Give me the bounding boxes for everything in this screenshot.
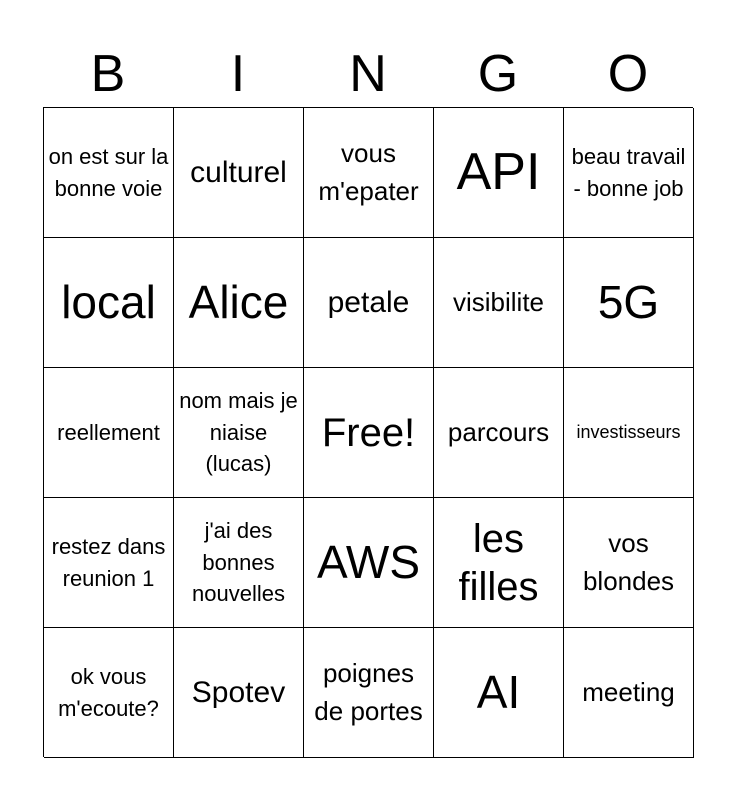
header-letter-n: N <box>349 45 387 103</box>
cell-text: API <box>456 143 541 202</box>
bingo-cell-r1c3[interactable] <box>304 108 434 238</box>
cell-text: culturel <box>190 155 287 189</box>
bingo-header <box>43 40 693 108</box>
cell-text: 5G <box>597 275 660 328</box>
cell-text: Spotev <box>191 675 286 709</box>
bingo-cell-r3c5[interactable] <box>564 368 694 498</box>
bingo-cell-r1c1[interactable] <box>44 108 174 238</box>
bingo-cell-r2c4[interactable] <box>434 238 564 368</box>
cell-text: parcours <box>447 416 550 447</box>
bingo-cell-r5c4[interactable] <box>434 628 564 758</box>
header-letter-i: I <box>230 45 246 103</box>
cell-text: petale <box>327 285 410 319</box>
header-letter-o: O <box>607 45 649 103</box>
bingo-cell-r5c5[interactable] <box>564 628 694 758</box>
cell-text: reellement <box>57 419 160 445</box>
bingo-cell-r5c2[interactable] <box>174 628 304 758</box>
cell-text: on est sur la bonne voie <box>48 143 169 201</box>
bingo-cell-r5c3[interactable] <box>304 628 434 758</box>
bingo-cell-r3c4[interactable] <box>434 368 564 498</box>
cell-text: beau travail - bonne job <box>571 143 686 201</box>
bingo-cell-r2c1[interactable] <box>44 238 174 368</box>
cell-text: restez dans reunion 1 <box>51 533 166 591</box>
cell-text: Free! <box>321 410 416 455</box>
cell-text: AWS <box>316 535 421 588</box>
bingo-cell-r4c2[interactable] <box>174 498 304 628</box>
cell-text: AI <box>476 665 521 718</box>
cell-text: les filles <box>458 516 539 609</box>
bingo-cell-r1c5[interactable] <box>564 108 694 238</box>
header-letter-b: B <box>90 45 126 103</box>
bingo-board <box>43 107 693 757</box>
bingo-cell-r3c3-free-space[interactable] <box>304 368 434 498</box>
cell-text: investisseurs <box>576 421 681 442</box>
cell-text: nom mais je niaise (lucas) <box>179 387 298 477</box>
bingo-cell-r4c4[interactable] <box>434 498 564 628</box>
cell-text: poignes de portes <box>314 657 423 726</box>
cell-text: j'ai des bonnes nouvelles <box>192 517 285 607</box>
header-letter-g: G <box>477 45 519 103</box>
bingo-cell-r5c1[interactable] <box>44 628 174 758</box>
bingo-cell-r3c1[interactable] <box>44 368 174 498</box>
bingo-cell-r2c2[interactable] <box>174 238 304 368</box>
bingo-cell-r1c2[interactable] <box>174 108 304 238</box>
cell-text: vos blondes <box>582 527 675 596</box>
cell-text: ok vous m'ecoute? <box>58 663 159 721</box>
bingo-cell-r3c2[interactable] <box>174 368 304 498</box>
cell-text: meeting <box>582 676 675 707</box>
bingo-cell-r4c3[interactable] <box>304 498 434 628</box>
bingo-cell-r4c5[interactable] <box>564 498 694 628</box>
bingo-cell-r2c5[interactable] <box>564 238 694 368</box>
bingo-cell-r2c3[interactable] <box>304 238 434 368</box>
bingo-cell-r1c4[interactable] <box>434 108 564 238</box>
cell-text: local <box>61 275 156 328</box>
bingo-cell-r4c1[interactable] <box>44 498 174 628</box>
cell-text: visibilite <box>452 286 545 317</box>
cell-text: Alice <box>188 275 289 328</box>
cell-text: vous m'epater <box>318 137 419 206</box>
